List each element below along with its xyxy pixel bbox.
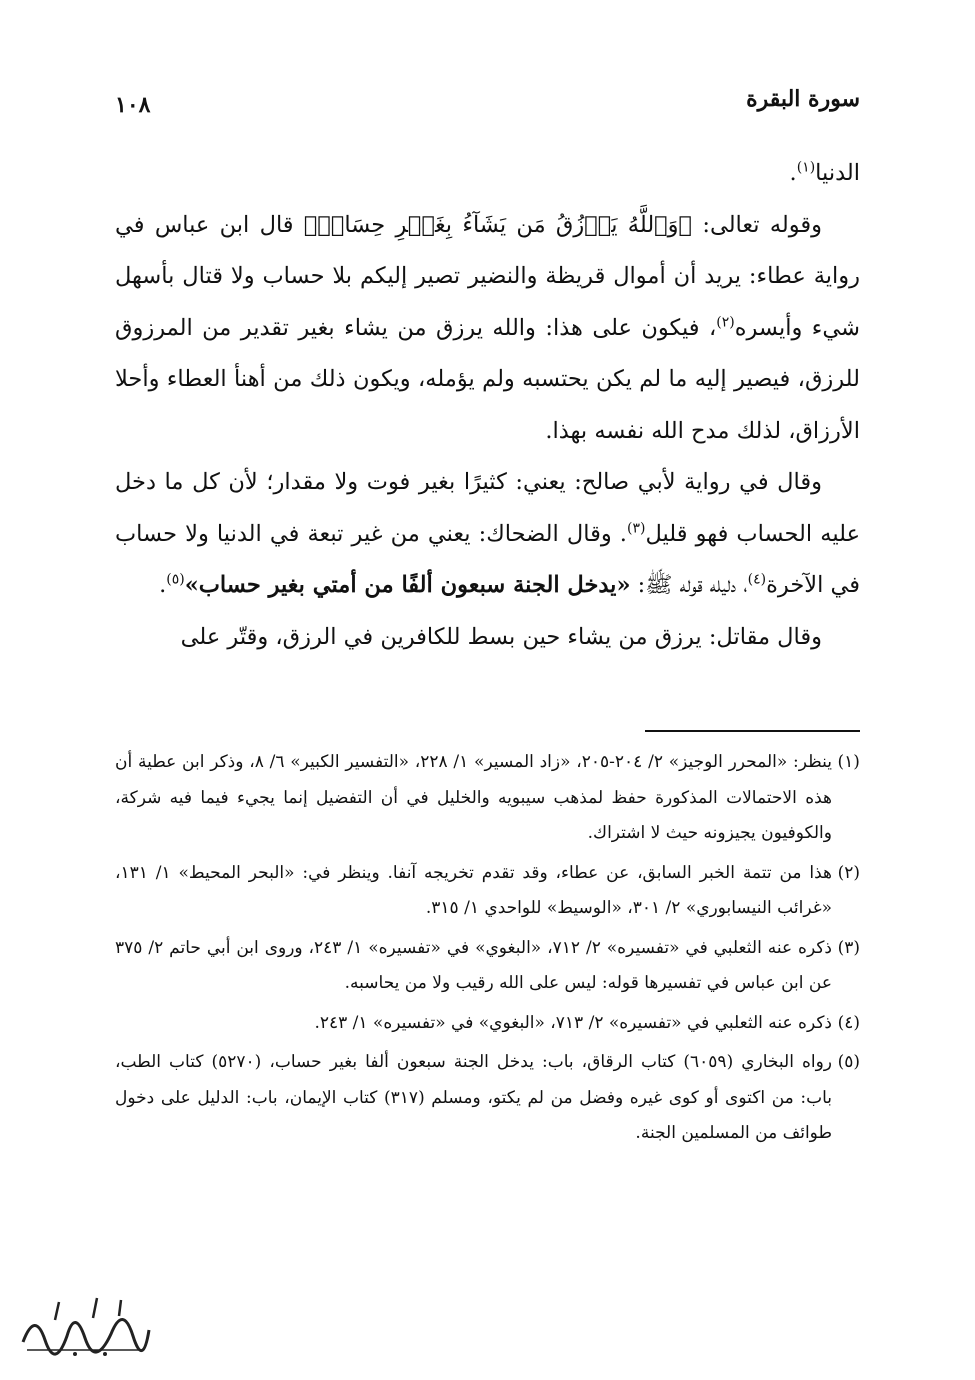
quran-verse: ﴿وَٱللَّهُ يَرۡزُقُ مَن يَشَآءُ بِغَيۡرِ حِسَابٖ﴾ — [303, 211, 693, 238]
page-number: ١٠٨ — [115, 92, 151, 118]
page-header — [115, 86, 860, 126]
footnote-divider — [645, 730, 860, 732]
footnote-ref-3[interactable]: (٣) — [626, 520, 646, 536]
footnote-ref-5[interactable]: (٥) — [166, 571, 185, 588]
paragraph-1: الدنيا$^{(١)}$. — [789, 159, 860, 186]
main-text — [115, 148, 860, 663]
footnotes — [115, 745, 860, 1156]
footnote-ref-1[interactable]: (١) — [796, 159, 816, 176]
footnote-ref-4[interactable]: (٤) — [747, 571, 767, 588]
hadith-quote: «يدخل الجنة سبعون ألفًا من أمتي بغير حساب» — [184, 572, 631, 598]
surah-title: سورة البقرة — [746, 86, 860, 112]
footnote-ref-2[interactable]: (٢) — [716, 314, 735, 330]
footnote-4: (٤)ذكره عنه الثعلبي في «تفسيره» ٢/ ٧١٣، «البغوي» في «تفسيره» ١/ ٢٤٣. — [314, 1012, 860, 1033]
footnote-5: (٥)رواه البخاري (٦٠٥٩) كتاب الرقاق، باب: يدخل الجنة سبعون ألفا بغير حساب، (٥٢٧٠) كتاب الطب، باب: من اكتوى أو كوى غيره وفضل من لم يكتو، ومسلم (٣١٧) كتاب الإيمان، باب: الدليل على دخول طوائف من المسلمين الجنة. — [115, 1052, 861, 1143]
paragraph-3: وقال في رواية لأبي صالح: يعني: كثيرًا بغير فوت ولا مقدار؛ لأن كل ما دخل عليه الحساب فهو قليل$^{(٣)}$. وقال الضحاك: يعني من غير تبعة في الدنيا ولا حساب في الآخرة$^{(٤)}$، دليله قوله ﷺ: «يدخل الجنة سبعون ألفًا من أمتي بغير حساب»$^{(٥)}$. — [115, 469, 860, 598]
paragraph-4: وقال مقاتل: يرزق من يشاء حين بسط للكافرين في الرزق، وقتّر على — [180, 623, 822, 650]
footnote-1: (١)ينظر: «المحرر الوجيز» ٢/ ٢٠٤-٢٠٥، «زاد المسير» ١/ ٢٢٨، «التفسير الكبير» ٦/ ٨، وذكر ابن عطية أن هذه الاحتمالات المذكورة حفظ لمذهب سيبويه والخليل في أن التفضيل إنما يجيء فيما فيه شركة، والكوفيون يجيزونه حيث لا اشتراك. — [115, 752, 860, 843]
calligraphy-seal-icon — [15, 1290, 155, 1360]
paragraph-2: وقوله تعالى: ﴿وَٱللَّهُ يَرۡزُقُ مَن يَشَآءُ بِغَيۡرِ حِسَابٖ﴾ قال ابن عباس في رواية عطاء: يريد أن أموال قريظة والنضير تصير إليكم بلا حساب ولا قتال بأسهل شيء وأيسره$^{(٢)}$، فيكون على هذا: والله يرزق من يشاء بغير تقدير من المرزوق للرزق، فيصير إليه ما لم يكن يحتسبه ولم يؤمله، ويكون ذلك من أهنأ العطاء وأحلا الأرزاق، لذلك مدح الله نفسه بهذا. — [115, 211, 860, 444]
footnote-2: (٢)هذا من تتمة الخبر السابق، عن عطاء، وقد تقدم تخريجه آنفا. وينظر في: «البحر المحيط» ١/ ١٣١، «غرائب النيسابوري» ٢/ ٣٠١، «الوسيط» للواحدي ١/ ٣١٥. — [115, 862, 860, 918]
footnote-3: (٣)ذكره عنه الثعلبي في «تفسيره» ٢/ ٧١٢، «البغوي» في «تفسيره» ١/ ٢٤٣، وروى ابن أبي حاتم ٢/ ٣٧٥ عن ابن عباس في تفسيرها قوله: ليس على الله رقيب ولا من يحاسبه. — [115, 937, 860, 993]
